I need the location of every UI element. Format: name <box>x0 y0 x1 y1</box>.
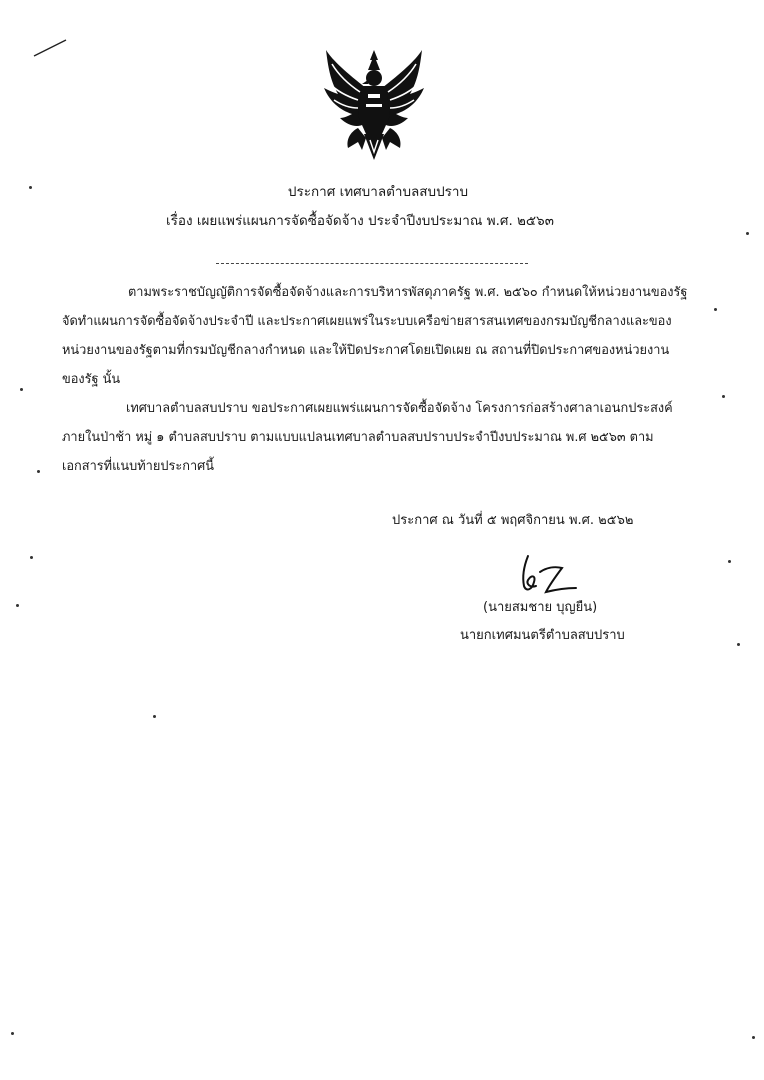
scan-speck <box>11 1032 14 1035</box>
paragraph-line: หน่วยงานของรัฐตามที่กรมบัญชีกลางกำหนด และให้ปิดประกาศโดยเปิดเผย ณ สถานที่ปิดประกาศของหน่วยงาน <box>62 343 670 358</box>
garuda-emblem-icon <box>318 44 430 164</box>
scan-speck <box>20 388 23 391</box>
scan-speck <box>714 308 717 311</box>
paragraph-line: จัดทำแผนการจัดซื้อจัดจ้างประจำปี และประกาศเผยแพร่ในระบบเครือข่ายสารสนเทศของกรมบัญชีกลางและของ <box>62 314 672 329</box>
paragraph-line: ตามพระราชบัญญัติการจัดซื้อจัดจ้างและการบริหารพัสดุภาครัฐ พ.ศ. ๒๕๖๐ กำหนดให้หน่วยงานของรัฐ <box>128 285 688 300</box>
signer-position: นายกเทศมนตรีตำบลสบปราบ <box>460 628 625 643</box>
pen-mark <box>30 36 70 60</box>
announcement-subject: เรื่อง เผยแพร่แผนการจัดซื้อจัดจ้าง ประจำปีงบประมาณ พ.ศ. ๒๕๖๓ <box>166 213 554 229</box>
handwritten-signature <box>512 552 592 600</box>
body-paragraph-1 <box>62 278 702 394</box>
announcement-title: ประกาศ เทศบาลตำบลสบปราบ <box>287 184 469 200</box>
body-paragraph-2 <box>62 394 702 481</box>
paragraph-line: เทศบาลตำบลสบปราบ ขอประกาศเผยแพร่แผนการจัดซื้อจัดจ้าง โครงการก่อสร้างศาลาเอนกประสงค์ <box>126 401 673 416</box>
scan-speck <box>30 556 33 559</box>
scan-speck <box>752 1036 755 1039</box>
scan-speck <box>746 232 749 235</box>
scan-speck <box>29 186 32 189</box>
scan-speck <box>722 395 725 398</box>
scan-speck <box>153 715 156 718</box>
scan-speck <box>16 604 19 607</box>
paragraph-line: ของรัฐ นั้น <box>62 372 121 387</box>
dashed-divider <box>216 263 528 264</box>
paragraph-line: ภายในป่าช้า หมู่ ๑ ตำบลสบปราบ ตามแบบแปลนเทศบาลตำบลสบปราบประจำปีงบประมาณ พ.ศ ๒๕๖๓ ตาม <box>62 430 654 445</box>
scan-speck <box>728 560 731 563</box>
scan-speck <box>37 470 40 473</box>
paragraph-line: เอกสารที่แนบท้ายประกาศนี้ <box>62 459 215 474</box>
announcement-date: ประกาศ ณ วันที่ ๕ พฤศจิกายน พ.ศ. ๒๕๖๒ <box>392 513 634 528</box>
signer-name: (นายสมชาย บุญยืน) <box>483 600 598 615</box>
scan-speck <box>737 643 740 646</box>
